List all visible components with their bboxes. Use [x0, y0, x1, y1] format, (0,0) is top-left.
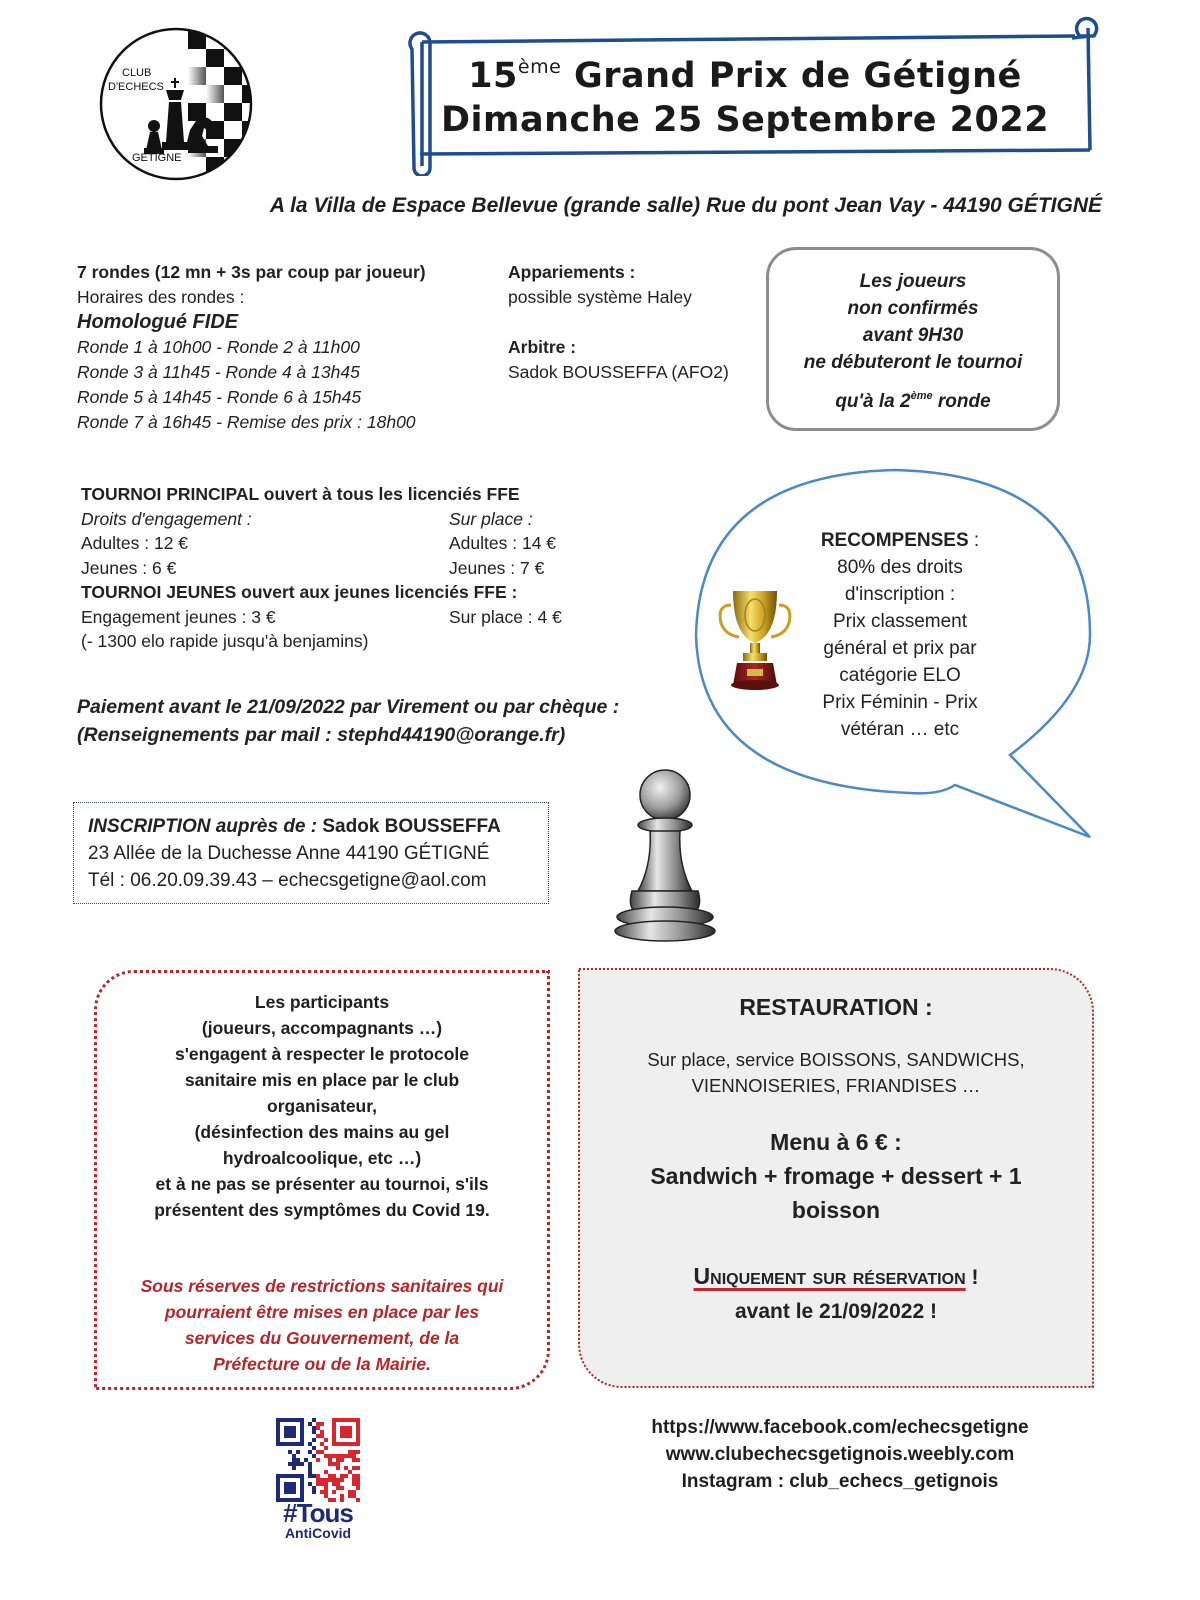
- qr-module: [288, 1462, 292, 1466]
- adults-onsite-fee: Adultes : 14 €: [449, 533, 557, 553]
- restauration-title: RESTAURATION :: [739, 994, 933, 1020]
- qr-module: [316, 1478, 320, 1482]
- qr-module: [356, 1486, 360, 1490]
- event-title: [425, 54, 1065, 142]
- youth-onsite-fee: Jeunes : 7 €: [449, 557, 545, 578]
- qr-module: [340, 1474, 344, 1478]
- qr-module: [352, 1458, 356, 1462]
- qr-module: [324, 1478, 328, 1482]
- rewards-line: Prix Féminin - Prix: [822, 692, 978, 713]
- qr-module: [316, 1422, 320, 1426]
- qr-module: [344, 1454, 348, 1458]
- qr-module: [332, 1474, 336, 1478]
- qr-module: [324, 1486, 328, 1490]
- qr-module: [308, 1462, 312, 1466]
- late-notice-line: non confirmés: [847, 298, 979, 319]
- covid-warning-line: services du Gouvernement, de la: [184, 1328, 460, 1348]
- late-notice-line: Les joueurs: [859, 271, 967, 292]
- tous-anticovid-hashtag: #Tous: [283, 1498, 353, 1528]
- covid-restrictions-warning: [117, 1273, 527, 1377]
- qr-module: [332, 1490, 336, 1494]
- qr-module: [356, 1482, 360, 1486]
- qr-module: [312, 1446, 316, 1450]
- qr-module: [352, 1454, 356, 1458]
- covid-line: présentent des symptômes du Covid 19.: [154, 1200, 490, 1220]
- qr-module: [316, 1434, 320, 1438]
- inscription-address: 23 Allée de la Duchesse Anne 44190 GÉTIGNÉ: [88, 843, 490, 864]
- club-links: [600, 1414, 1080, 1495]
- qr-module: [308, 1470, 312, 1474]
- advance-fees-label: Droits d'engagement :: [81, 508, 252, 529]
- reservation-deadline: avant le 21/09/2022 !: [735, 1300, 937, 1323]
- inscription-contact[interactable]: Tél : 06.20.09.39.43 – echecsgetigne@aol.com: [88, 870, 487, 891]
- qr-module: [312, 1486, 316, 1490]
- qr-module: [336, 1466, 340, 1470]
- qr-module: [356, 1450, 360, 1454]
- qr-module: [312, 1426, 316, 1430]
- event-title-line1: 15ème Grand Prix de Gétigné: [468, 56, 1022, 96]
- qr-module: [348, 1454, 352, 1458]
- menu-price: Menu à 6 € :: [770, 1129, 902, 1155]
- qr-finder-core: [284, 1426, 296, 1438]
- anticovid-qr-code[interactable]: [276, 1418, 360, 1502]
- qr-module: [324, 1470, 328, 1474]
- rewards-text: [800, 527, 1000, 743]
- qr-module: [296, 1458, 300, 1462]
- qr-module: [312, 1430, 316, 1434]
- inscription-label: INSCRIPTION auprès de :: [88, 816, 318, 837]
- late-notice-line: avant 9H30: [862, 325, 964, 346]
- qr-module: [340, 1454, 344, 1458]
- pairing-label: Appariements :: [508, 262, 636, 282]
- qr-module: [332, 1462, 336, 1466]
- covid-line: s'engagent à respecter le protocole: [175, 1044, 469, 1064]
- qr-module: [336, 1458, 340, 1462]
- qr-module: [304, 1458, 308, 1462]
- covid-line: sanitaire mis en place par le club: [184, 1070, 460, 1090]
- late-players-notice: [766, 247, 1060, 431]
- youth-advance-fee: Jeunes : 6 €: [81, 557, 177, 578]
- rewards-title-suffix: :: [968, 530, 980, 551]
- youth-note: (- 1300 elo rapide jusqu'à benjamins): [81, 631, 369, 651]
- logo-text-getigne: GETIGNE: [132, 152, 182, 164]
- restauration-menu: [580, 1125, 1092, 1227]
- late-notice-line: qu'à la 2ème ronde: [835, 390, 991, 412]
- venue-address: A la Villa de Espace Bellevue (grande salle) Rue du pont Jean Vay - 44190 GÉTIGNÉ: [269, 194, 1102, 217]
- youth-entry-fee: Engagement jeunes : 3 €: [81, 606, 276, 627]
- restauration-box: [578, 968, 1094, 1388]
- qr-module: [328, 1474, 332, 1478]
- covid-line: (désinfection des mains au gel: [194, 1122, 450, 1142]
- rounds-info: [77, 260, 497, 435]
- service-line: VIENNOISERIES, FRIANDISES …: [691, 1075, 981, 1096]
- qr-module: [328, 1454, 332, 1458]
- rewards-line: Prix classement: [832, 611, 968, 632]
- rounds-format: 7 rondes (12 mn + 3s par coup par joueur): [77, 262, 426, 282]
- qr-module: [332, 1454, 336, 1458]
- qr-module: [348, 1490, 352, 1494]
- qr-module: [352, 1450, 356, 1454]
- covid-protocol-text: [117, 989, 527, 1223]
- qr-module: [340, 1458, 344, 1462]
- payment-info: [77, 693, 677, 749]
- qr-module: [332, 1478, 336, 1482]
- qr-module: [352, 1490, 356, 1494]
- rewards-line: vétéran … etc: [840, 719, 960, 740]
- qr-module: [296, 1450, 300, 1454]
- qr-module: [308, 1482, 312, 1486]
- late-notice-line: ne débuteront le tournoi: [803, 352, 1023, 373]
- qr-module: [312, 1454, 316, 1458]
- entry-fees: [81, 482, 621, 654]
- schedule-line: Ronde 1 à 10h00 - Ronde 2 à 11h00: [77, 337, 360, 357]
- qr-module: [336, 1486, 340, 1490]
- qr-module: [336, 1462, 340, 1466]
- schedule-line: Ronde 3 à 11h45 - Ronde 4 à 13h45: [77, 362, 360, 382]
- arbiter-value: Sadok BOUSSEFFA (AFO2): [508, 362, 729, 382]
- qr-module: [320, 1478, 324, 1482]
- trophy-icon: [717, 585, 793, 695]
- qr-module: [316, 1450, 320, 1454]
- qr-module: [348, 1470, 352, 1474]
- qr-module: [336, 1482, 340, 1486]
- qr-module: [292, 1462, 296, 1466]
- covid-warning-line: Sous réserves de restrictions sanitaires qui: [140, 1276, 504, 1296]
- qr-module: [316, 1458, 320, 1462]
- covid-line: (joueurs, accompagnants …): [201, 1018, 443, 1038]
- covid-protocol-box: [94, 970, 550, 1390]
- event-title-line2: Dimanche 25 Septembre 2022: [440, 100, 1050, 140]
- qr-finder-core: [340, 1426, 352, 1438]
- youth-entry-onsite-fee: Sur place : 4 €: [449, 606, 562, 627]
- qr-module: [340, 1486, 344, 1490]
- qr-module: [344, 1474, 348, 1478]
- qr-module: [292, 1454, 296, 1458]
- qr-module: [308, 1450, 312, 1454]
- qr-module: [348, 1450, 352, 1454]
- covid-line: hydroalcoolique, etc …): [222, 1148, 422, 1168]
- qr-module: [328, 1458, 332, 1462]
- schedule-line: Ronde 5 à 14h45 - Ronde 6 à 15h45: [77, 387, 362, 407]
- website-link[interactable]: www.clubechecsgetignois.weebly.com: [665, 1444, 1015, 1465]
- qr-module: [320, 1490, 324, 1494]
- qr-module: [308, 1442, 312, 1446]
- pairing-info: [508, 260, 758, 385]
- onsite-fees-label: Sur place :: [449, 508, 533, 529]
- schedule-line: Ronde 7 à 16h45 - Remise des prix : 18h00: [77, 412, 416, 432]
- qr-module: [288, 1450, 292, 1454]
- qr-module: [320, 1422, 324, 1426]
- tous-anticovid-label: [270, 1500, 366, 1541]
- qr-module: [328, 1478, 332, 1482]
- logo-text-echecs: D'ECHECS: [108, 81, 164, 93]
- qr-module: [324, 1482, 328, 1486]
- menu-content: boisson: [791, 1197, 881, 1223]
- qr-module: [300, 1462, 304, 1466]
- rewards-line: général et prix par: [823, 638, 977, 659]
- qr-module: [356, 1478, 360, 1482]
- rewards-line: catégorie ELO: [839, 665, 961, 686]
- inscription-name: Sadok BOUSSEFFA: [317, 816, 501, 837]
- payment-deadline: Paiement avant le 21/09/2022 par Virement ou par chèque :: [77, 696, 620, 718]
- qr-module: [316, 1482, 320, 1486]
- reservation-only-label: Uniquement sur réservation: [693, 1263, 966, 1289]
- reservation-suffix: !: [965, 1266, 979, 1289]
- fide-label: Homologué FIDE: [77, 311, 239, 333]
- qr-module: [292, 1458, 296, 1462]
- qr-module: [336, 1478, 340, 1482]
- qr-module: [328, 1462, 332, 1466]
- qr-module: [356, 1474, 360, 1478]
- covid-line: organisateur,: [267, 1096, 377, 1116]
- covid-line: Les participants: [254, 992, 390, 1012]
- schedule-label: Horaires des rondes :: [77, 287, 245, 307]
- club-logo: [98, 26, 254, 182]
- qr-module: [320, 1450, 324, 1454]
- qr-module: [316, 1474, 320, 1478]
- rewards-line: d'inscription :: [844, 584, 956, 605]
- qr-module: [332, 1482, 336, 1486]
- qr-module: [296, 1462, 300, 1466]
- instagram-link[interactable]: Instagram : club_echecs_getignois: [681, 1471, 999, 1492]
- qr-module: [320, 1442, 324, 1446]
- qr-finder-core: [284, 1482, 296, 1494]
- menu-content: Sandwich + fromage + dessert + 1: [650, 1163, 1022, 1189]
- qr-module: [312, 1418, 316, 1422]
- facebook-link[interactable]: https://www.facebook.com/echecsgetigne: [651, 1417, 1029, 1438]
- qr-module: [344, 1466, 348, 1470]
- qr-module: [356, 1458, 360, 1462]
- qr-module: [352, 1466, 356, 1470]
- qr-module: [312, 1438, 316, 1442]
- qr-module: [308, 1422, 312, 1426]
- qr-module: [320, 1430, 324, 1434]
- qr-module: [352, 1478, 356, 1482]
- qr-module: [324, 1438, 328, 1442]
- qr-module: [352, 1474, 356, 1478]
- rewards-title: RECOMPENSES: [820, 530, 969, 551]
- main-tournament-title: TOURNOI PRINCIPAL ouvert à tous les licenciés FFE: [81, 484, 520, 504]
- qr-module: [312, 1490, 316, 1494]
- inscription-box: [73, 802, 549, 904]
- qr-module: [324, 1454, 328, 1458]
- arbiter-label: Arbitre :: [508, 337, 577, 357]
- qr-module: [324, 1490, 328, 1494]
- qr-module: [356, 1466, 360, 1470]
- qr-module: [292, 1466, 296, 1470]
- qr-module: [352, 1482, 356, 1486]
- qr-module: [312, 1474, 316, 1478]
- rewards-line: 80% des droits: [837, 557, 963, 578]
- qr-module: [308, 1466, 312, 1470]
- qr-module: [320, 1434, 324, 1438]
- qr-module: [308, 1474, 312, 1478]
- covid-warning-line: Préfecture ou de la Mairie.: [213, 1354, 431, 1374]
- qr-module: [320, 1482, 324, 1486]
- qr-module: [340, 1478, 344, 1482]
- pairing-value: possible système Haley: [508, 287, 692, 307]
- covid-warning-line: pourraient être mises en place par les: [164, 1302, 480, 1322]
- restauration-service: [580, 1047, 1092, 1099]
- payment-contact: (Renseignements par mail : stephd44190@orange.fr): [77, 724, 566, 746]
- qr-module: [324, 1446, 328, 1450]
- qr-module: [316, 1426, 320, 1430]
- covid-line: et à ne pas se présenter au tournoi, s'ils: [155, 1174, 489, 1194]
- adults-advance-fee: Adultes : 12 €: [81, 533, 189, 553]
- service-line: Sur place, service BOISSONS, SANDWICHS,: [647, 1049, 1025, 1070]
- qr-module: [336, 1454, 340, 1458]
- youth-tournament-title: TOURNOI JEUNES ouvert aux jeunes licenciés FFE :: [81, 582, 518, 602]
- reservation-notice: [580, 1259, 1092, 1329]
- logo-text-club: CLUB: [122, 67, 152, 79]
- tous-anticovid-name: AntiCovid: [284, 1525, 352, 1541]
